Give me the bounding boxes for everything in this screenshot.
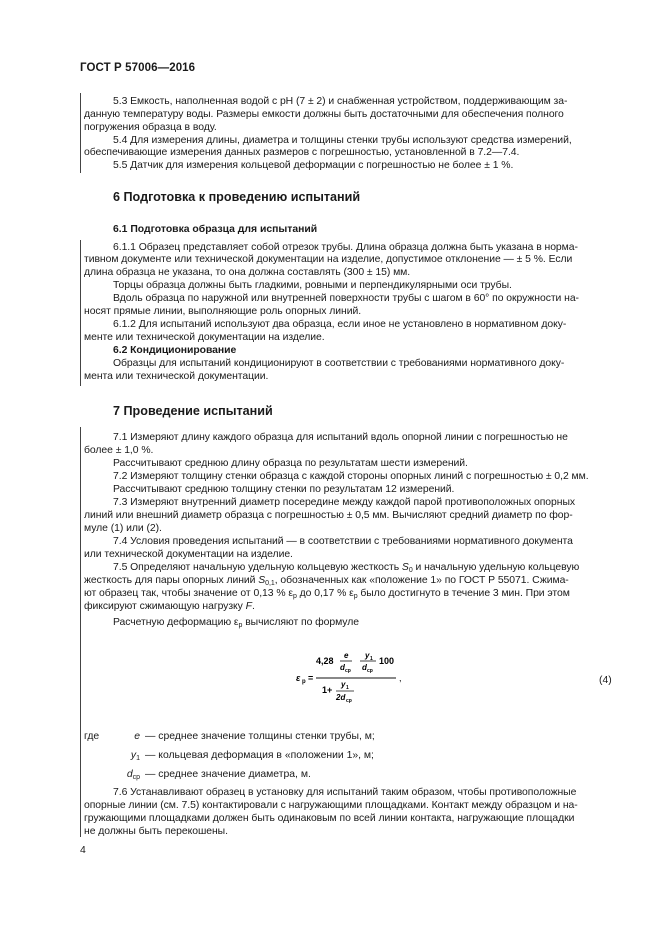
- where-table: [84, 728, 375, 785]
- formula-lhs-sub: р: [302, 679, 306, 685]
- paragraph-7-1-line: 7.1 Измеряют длину каждого образца для испытаний вдоль опорной линии с погрешностью не: [113, 432, 568, 443]
- paragraph-7-2-line: 7.2 Измеряют толщину стенки образца с каждой стороны опорных линий с погрешностью ± 0,2 мм.: [113, 471, 589, 482]
- paragraph-7-5-line: ют образец так, чтобы значение от 0,13 % $\varepsilon_р$ до 0,17 % $\varepsilon_р$ было достигнуто в течение 3 мин. При этом: [84, 588, 570, 600]
- paragraph-6-1-1-line: 6.1.1 Образец представляет собой отрезок трубы. Длина образца должна быть указана в норма-: [113, 242, 578, 253]
- section-7-title: 7 Проведение испытаний: [113, 404, 273, 418]
- formula-eq: =: [308, 673, 314, 683]
- where-description: — кольцевая деформация в «положении 1», м;: [145, 750, 374, 762]
- section-6-title: 6 Подготовка к проведению испытаний: [113, 190, 361, 204]
- formula-d: d: [340, 663, 345, 672]
- where-row: [84, 728, 375, 747]
- paragraph-6-1-2-line: 6.1.2 Для испытаний используют два образца, если иное не установлено в нормативном доку-: [113, 319, 567, 330]
- where-lead: где: [84, 731, 100, 743]
- paragraph-ends: Торцы образца должны быть гладкими, ровными и перпендикулярными оси трубы.: [113, 280, 512, 291]
- where-symbol: $d_{ср}$: [126, 769, 140, 782]
- paragraph-6-1-2-line: менте или технической документации на изделие.: [84, 332, 325, 343]
- paragraph-7-1-line: более ± 1,0 %.: [84, 445, 154, 456]
- paragraph-7-5-line: 7.5 Определяют начальную удельную кольцевую жесткость $S_0$ и начальную удельную кольцевую: [113, 562, 580, 574]
- formula-den-prefix: 1+: [322, 685, 333, 695]
- formula-two-d: 2d: [336, 693, 346, 702]
- paragraph-7-4-line: или технической документации на изделие.: [84, 549, 293, 560]
- subsection-6-2-title: 6.2 Кондиционирование: [113, 345, 237, 356]
- formula-y: y: [365, 651, 370, 660]
- paragraph-7-4-line: 7.4 Условия проведения испытаний — в соответствии с требованиями нормативного документа: [113, 536, 573, 547]
- formula-y-sub: 1: [370, 656, 373, 662]
- paragraph-7-2-line: Рассчитывают среднюю толщину стенки по результатам 12 измерений.: [113, 484, 455, 495]
- paragraph-7-3-line: линий или внешний диаметр образца с погрешностью ± 0,5 мм. Вычисляют средний диаметр по фор-: [84, 510, 573, 521]
- formula-4: [296, 648, 406, 708]
- paragraph-5-3-line: погружения образца в воду.: [84, 122, 217, 133]
- formula-y-sub: 1: [346, 685, 349, 691]
- paragraph-7-3-line: муле (1) или (2).: [84, 523, 162, 534]
- change-bar: [80, 93, 81, 173]
- formula-lhs: ε: [296, 673, 301, 683]
- formula-d-sub: ср: [345, 668, 351, 674]
- paragraph-7-5-line: Расчетную деформацию $\varepsilon_р$ вычисляют по формуле: [113, 617, 359, 629]
- where-description: — среднее значение диаметра, м.: [145, 769, 311, 781]
- paragraph-lines: носят прямые линии, выполняющие роль опорных линий.: [84, 306, 362, 317]
- document-header: ГОСТ Р 57006—2016: [80, 62, 196, 74]
- paragraph-5-5: 5.5 Датчик для измерения кольцевой деформации с погрешностью не более ± 1 %.: [113, 160, 514, 171]
- formula-trailing: ,: [399, 673, 402, 683]
- subsection-6-1-title: 6.1 Подготовка образца для испытаний: [113, 224, 318, 235]
- paragraph-5-4-line: 5.4 Для измерения длины, диаметра и толщины стенки трубы используют средства измерений,: [113, 135, 572, 146]
- formula-d-sub: ср: [367, 668, 373, 674]
- paragraph-7-6-line: опорные линии (см. 7.5) контактировали с нагружающими площадками. Контакт между образцом и на-: [84, 800, 578, 811]
- paragraph-7-3-line: 7.3 Измеряют внутренний диаметр посередине между каждой парой противоположных опорных: [113, 497, 576, 508]
- paragraph-6-2-line: мента или технической документации.: [84, 371, 269, 382]
- paragraph-lines: Вдоль образца по наружной или внутренней поверхности трубы с шагом в 60° по окружности на-: [113, 293, 579, 304]
- paragraph-7-6-line: не должны быть перекошены.: [84, 826, 228, 837]
- formula-e: e: [344, 651, 349, 660]
- change-bar: [80, 240, 81, 386]
- paragraph-6-2-line: Образцы для испытаний кондиционируют в соответствии с требованиями нормативного доку-: [113, 358, 565, 369]
- where-block: [84, 728, 375, 785]
- formula-y: y: [341, 680, 346, 689]
- paragraph-7-1-line: Рассчитывают среднюю длину образца по результатам шести измерений.: [113, 458, 468, 469]
- where-row: [84, 766, 375, 785]
- paragraph-7-6-line: 7.6 Устанавливают образец в установку для испытаний таким образом, чтобы противоположные: [113, 787, 577, 798]
- formula-mult: 100: [379, 656, 395, 666]
- where-description: — среднее значение толщины стенки трубы, м;: [145, 731, 375, 743]
- paragraph-6-1-1-line: тивном документе или технической документации на изделие, допустимое отклонение — ± 5 %. Если: [84, 254, 573, 265]
- where-row: [84, 747, 375, 766]
- formula-coef: 4,28: [316, 656, 334, 666]
- formula-number: (4): [599, 675, 612, 686]
- paragraph-6-1-1-line: длина образца не указана, то она должна составлять (300 ± 15) мм.: [84, 267, 411, 278]
- paragraph-7-5-line: фиксируют сжимающую нагрузку F.: [84, 601, 255, 612]
- where-symbol: e: [134, 731, 140, 743]
- paragraph-5-3-line: данную температуру воды. Размеры емкости должны быть достаточными для обеспечения полного: [84, 109, 564, 120]
- formula-d-sub: ср: [346, 698, 352, 704]
- paragraph-7-5-line: жесткость для пары опорных линий $S_{0,1}$, обозначенных как «положение 1» по ГОСТ Р 55071. Сжима-: [84, 575, 569, 587]
- page-number: 4: [80, 845, 86, 856]
- paragraph-5-3-line: 5.3 Емкость, наполненная водой с рН (7 ± 2) и снабженная устройством, поддерживающим за-: [113, 96, 568, 107]
- where-symbol: $y_1$: [130, 750, 140, 763]
- paragraph-5-4-line: обеспечивающие измерения данных размеров с погрешностью, установленной в 7.2—7.4.: [84, 147, 520, 158]
- paragraph-7-6-line: гружающими площадками должен быть одинаковым по всей линии контакта, нагружающие площадки: [84, 813, 575, 824]
- formula-d: d: [362, 663, 367, 672]
- change-bar: [80, 427, 81, 837]
